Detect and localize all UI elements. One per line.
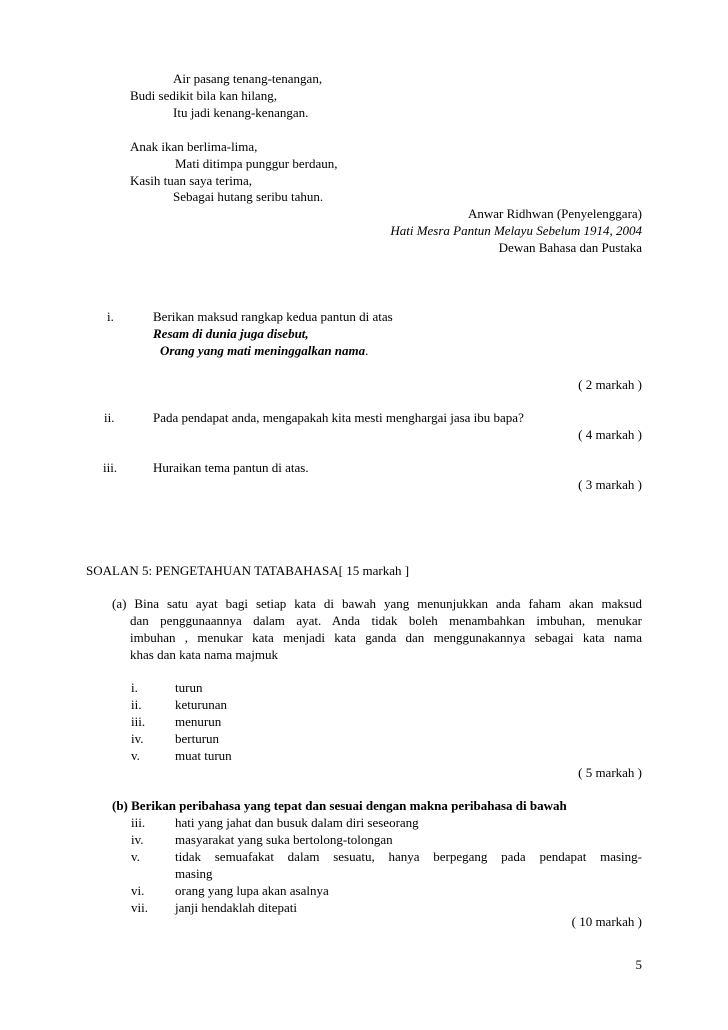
list-item-number: vi. (131, 883, 145, 898)
question-text: Berikan maksud rangkap kedua pantun di atas (153, 309, 393, 324)
part-b-heading: (b) Berikan peribahasa yang tepat dan sesuai dengan makna peribahasa di bawah (112, 798, 567, 813)
list-item-number: v. (131, 748, 140, 763)
poem-line: Mati ditimpa punggur berdaun, (175, 156, 338, 171)
marks-label: ( 10 markah ) (571, 914, 642, 929)
list-item-text: masyarakat yang suka bertolong-tolongan (175, 832, 393, 847)
list-item-text: janji hendaklah ditepati (175, 900, 298, 915)
list-item-text: hati yang jahat dan busuk dalam diri seseorang (175, 815, 419, 830)
marks-label: ( 3 markah ) (578, 477, 642, 492)
page-number: 5 (635, 957, 642, 972)
question-quote-line: Resam di dunia juga disebut, (153, 326, 309, 341)
question-text: Huraikan tema pantun di atas. (153, 460, 309, 475)
list-item-text: menurun (175, 714, 222, 729)
list-item-text: keturunan (175, 697, 227, 712)
list-item-text: muat turun (175, 748, 232, 763)
list-item-number: i. (131, 680, 138, 695)
poem-line: Kasih tuan saya terima, (130, 173, 253, 188)
poem-line: Anak ikan berlima-lima, (130, 139, 258, 154)
question-number: ii. (104, 410, 115, 425)
list-item-number: v. (131, 849, 140, 864)
paragraph-line: (a) Bina satu ayat bagi setiap kata di bawah yang menunjukkan anda faham akan maksud (112, 596, 642, 611)
list-item-number: vii. (131, 900, 148, 915)
poem-line: Budi sedikit bila kan hilang, (130, 88, 277, 103)
quote-end: . (365, 343, 369, 358)
section-title: SOALAN 5: PENGETAHUAN TATABAHASA[ 15 markah ] (86, 563, 410, 578)
list-item-number: iv. (131, 832, 144, 847)
source-book: Hati Mesra Pantun Melayu Sebelum 1914, 2004 (390, 223, 642, 238)
question-number: iii. (103, 460, 118, 475)
poem-line: Air pasang tenang-tenangan, (173, 71, 323, 86)
question-text: Pada pendapat anda, mengapakah kita mesti menghargai jasa ibu bapa? (153, 410, 524, 425)
marks-label: ( 5 markah ) (578, 765, 642, 780)
marks-label: ( 4 markah ) (578, 427, 642, 442)
question-quote-line (160, 343, 368, 359)
list-item-text: orang yang lupa akan asalnya (175, 883, 329, 898)
marks-label: ( 2 markah ) (578, 377, 642, 392)
list-item-text: turun (175, 680, 203, 695)
question-number: i. (107, 309, 114, 324)
list-item-text: berturun (175, 731, 220, 746)
list-item-number: iv. (131, 731, 144, 746)
source-publisher: Dewan Bahasa dan Pustaka (498, 240, 642, 255)
list-item-text: tidak semuafakat dalam sesuatu, hanya berpegang pada pendapat masing- (175, 849, 642, 864)
poem-line: Itu jadi kenang-kenangan. (173, 105, 309, 120)
paragraph-line: imbuhan , menukar kata menjadi kata ganda dan menggunakannya sebagai kata nama (130, 630, 642, 645)
list-item-number: iii. (131, 714, 146, 729)
paragraph-line: dan penggunaannya dalam ayat. Anda tidak boleh menambahkan imbuhan, menukar (130, 613, 642, 628)
source-editor: Anwar Ridhwan (Penyelenggara) (468, 206, 642, 221)
list-item-text: masing (175, 866, 213, 881)
paragraph-line: khas dan kata nama majmuk (130, 647, 279, 662)
poem-line: Sebagai hutang seribu tahun. (173, 189, 324, 204)
list-item-number: ii. (131, 697, 142, 712)
quote-text: Orang yang mati meninggalkan nama (160, 343, 366, 358)
list-item-number: iii. (131, 815, 146, 830)
